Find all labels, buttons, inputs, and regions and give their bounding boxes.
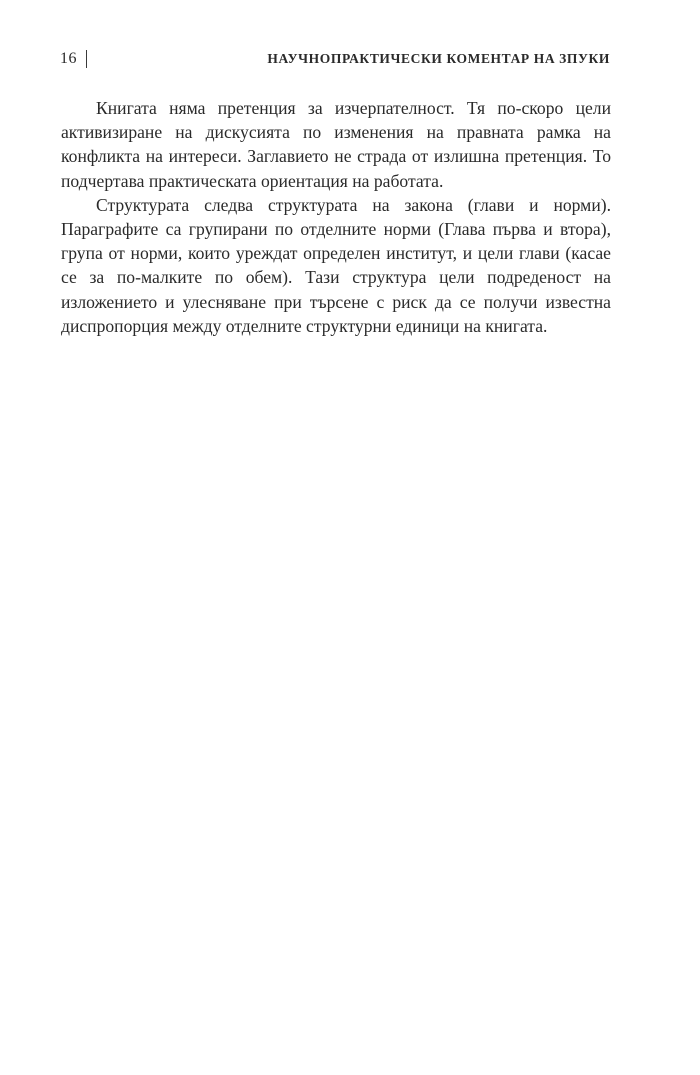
header-divider	[86, 50, 87, 68]
page-header	[60, 48, 610, 70]
body-text	[61, 96, 611, 338]
running-title: НАУЧНОПРАКТИЧЕСКИ КОМЕНТАР НА ЗПУКИ	[267, 51, 610, 66]
page-number: 16	[60, 50, 77, 67]
paragraph: Структурата следва структурата на закона (глави и норми). Параграфите са групирани по отделните норми (Глава първа и втора), група от норми, които уреждат определен институт, и цели глави (касае се за по-малките по обем). Тази структура цели подреденост на изложението и улесняване при търсене с риск да се получи известна диспропорция между отделните структурни единици на книгата.	[61, 194, 611, 336]
paragraph: Книгата няма претенция за изчерпателност. Тя по-скоро цели активизиране на дискусията по изменения на правната рамка на конфликта на интереси. Заглавието не страда от излишна претенция. То подчертава практическата ориентация на работата.	[61, 98, 611, 191]
